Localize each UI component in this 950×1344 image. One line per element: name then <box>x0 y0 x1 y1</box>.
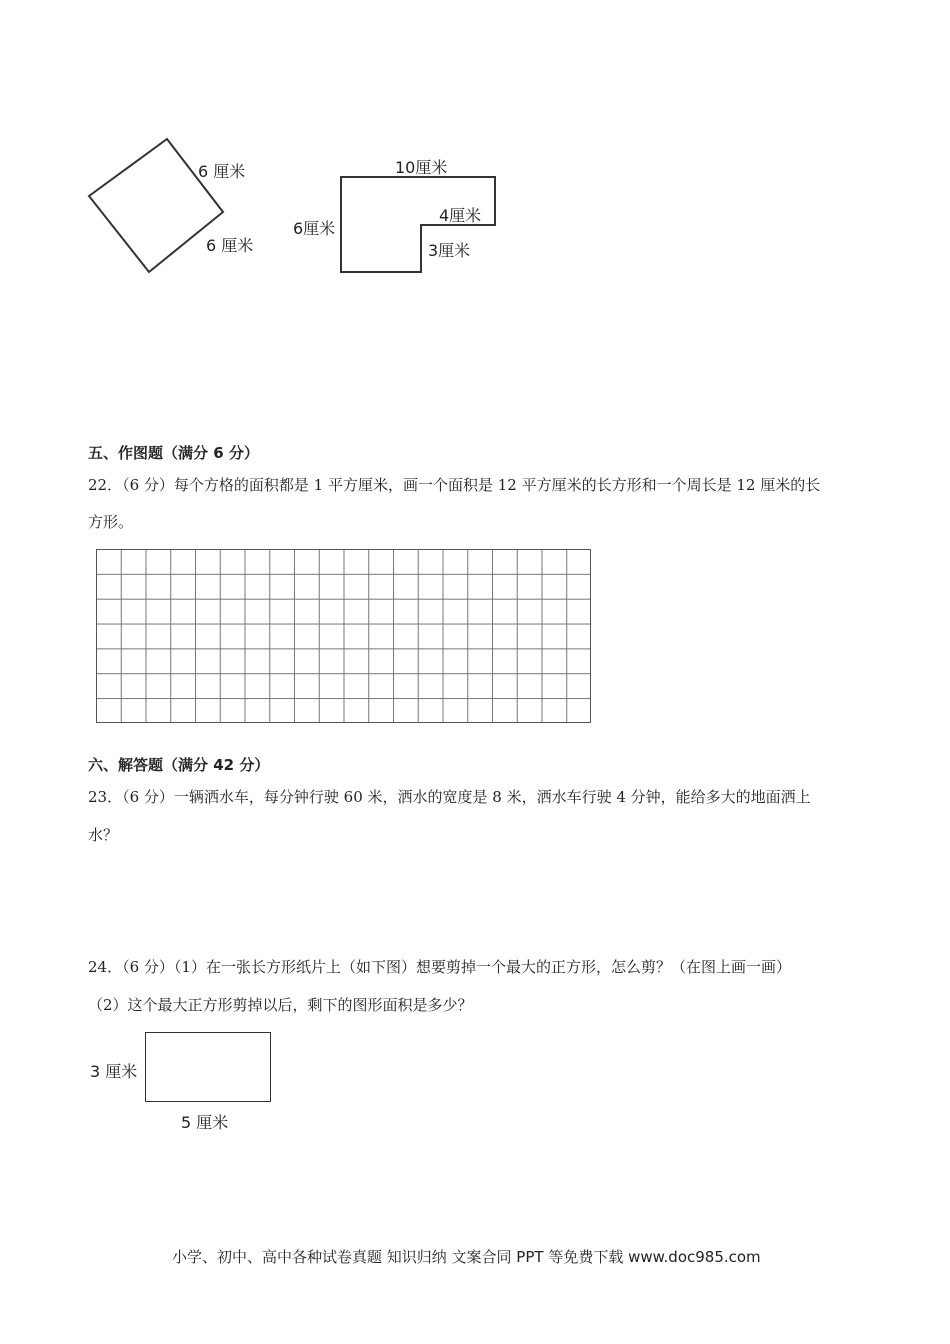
q22-line2: 方形。 <box>88 513 134 531</box>
lshape-top-label: 10厘米 <box>395 158 448 177</box>
q24-rectangle <box>145 1032 271 1102</box>
section6-title: 六、解答题（满分 42 分） <box>88 756 270 774</box>
q23-line1: 23．（6 分）一辆洒水车，每分钟行驶 60 米，洒水的宽度是 8 米，洒水车行驶 4 分钟，能给多大的地面洒上 <box>88 788 811 806</box>
square-top-label: 6 厘米 <box>198 162 246 181</box>
q24-width-label: 5 厘米 <box>181 1113 229 1132</box>
q24-line1: 24．（6 分）（1）在一张长方形纸片上（如下图）想要剪掉一个最大的正方形，怎么剪？（在图上画一画） <box>88 958 791 976</box>
q24-line2: （2）这个最大正方形剪掉以后，剩下的图形面积是多少？ <box>88 996 473 1014</box>
q22-line1: 22．（6 分）每个方格的面积都是 1 平方厘米，画一个面积是 12 平方厘米的长方形和一个周长是 12 厘米的长 <box>88 476 821 494</box>
lshape-notch-right-label: 4厘米 <box>439 206 482 225</box>
drawing-grid <box>96 549 591 723</box>
q24-height-label: 3 厘米 <box>90 1062 138 1081</box>
square-side-label: 6 厘米 <box>206 236 254 255</box>
section5-title: 五、作图题（满分 6 分） <box>88 444 259 462</box>
q23-line2: 水？ <box>88 826 119 844</box>
lshape-notch-bottom-label: 3厘米 <box>428 241 471 260</box>
lshape-left-label: 6厘米 <box>293 219 336 238</box>
square-figure <box>80 130 240 280</box>
footer-text: 小学、初中、高中各种试卷真题 知识归纳 文案合同 PPT 等免费下载 www.doc985.com <box>172 1248 761 1266</box>
